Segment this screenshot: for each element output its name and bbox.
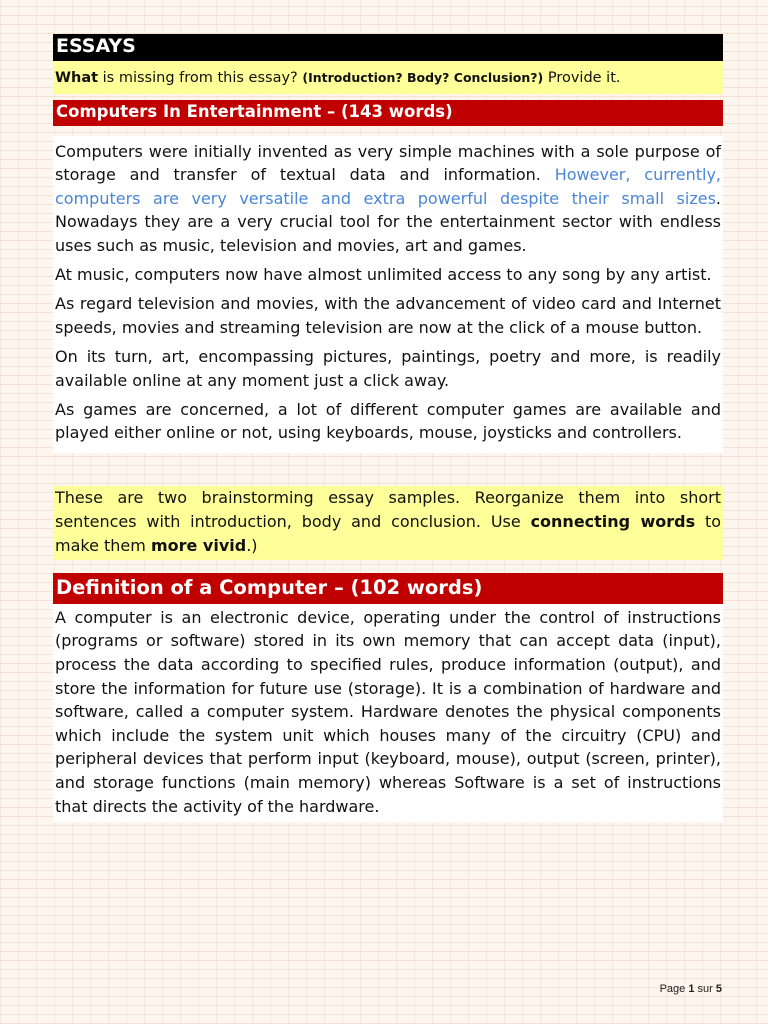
question-bold-word: What	[55, 70, 99, 86]
essay1-body	[53, 136, 723, 453]
instruction-box	[53, 486, 723, 560]
essay1-p1-highlight: However, currently, computers are very versatile and extra powerful despite their small sizes	[55, 165, 721, 208]
essay2-paragraph: A computer is an electronic device, operating under the control of instructions (programs or software) stored in its own memory that can accept data (input), process the data according to specified rules, produce information (output), and store the information for future use (storage). It is a combination of hardware and software, called a computer system. Hardware denotes the physical components which include the system unit which houses many of the circuitry (CPU) and peripheral devices that perform input (keyboard, mouse), output (screen, printer), and storage functions (main memory) whereas Software is a set of instructions that directs the activity of the hardware.	[55, 607, 721, 816]
instruction-bold-vivid: more vivid	[150, 535, 247, 555]
essay1-paragraph-5: As games are concerned, a lot of different computer games are available and played either online or not, using keyboards, mouse, joysticks and controllers.	[55, 400, 721, 443]
footer-separator: sur	[697, 983, 713, 995]
essay1-paragraph-1	[55, 140, 721, 257]
essay1-heading: Computers In Entertainment – (143 words)	[53, 100, 723, 126]
question-options: (Introduction? Body? Conclusion?)	[302, 70, 544, 85]
essay2-body	[53, 604, 723, 822]
instruction-text-a: These are two brainstorming essay samples. Reorganize them into short sentences with introduction, body and conclusion. Use	[55, 487, 721, 531]
footer-label: Page	[659, 983, 686, 995]
essay1-paragraph-2: At music, computers now have almost unlimited access to any song by any artist.	[55, 265, 712, 285]
document-page	[53, 34, 723, 822]
question-tail: Provide it.	[543, 70, 621, 86]
instruction-text-c: to make them	[55, 511, 722, 555]
question-text: is missing from this essay?	[98, 70, 303, 86]
footer-total-pages: 5	[715, 983, 722, 995]
essay1-p1-end: . Nowadays they are a very crucial tool for the entertainment sector with endless uses such as music, television and movies, art and games.	[55, 188, 721, 255]
page-footer	[660, 983, 722, 995]
instruction-text-e: .)	[246, 535, 258, 555]
essay1-paragraph-4: On its turn, art, encompassing pictures, paintings, poetry and more, is readily available online at any moment just a click away.	[55, 347, 721, 390]
essay1-paragraph-3: As regard television and movies, with the advancement of video card and Internet speeds, movies and streaming television are now at the click of a mouse button.	[55, 294, 721, 337]
question-prompt	[53, 61, 723, 94]
essay1-p1-start: Computers were initially invented as very simple machines with a sole purpose of storage and transfer of textual data and information.	[55, 142, 721, 185]
footer-current-page: 1	[688, 983, 695, 995]
essay2-heading: Definition of a Computer – (102 words)	[53, 573, 723, 604]
instruction-bold-connecting: connecting words	[530, 511, 696, 531]
page-title: ESSAYS	[53, 34, 723, 61]
